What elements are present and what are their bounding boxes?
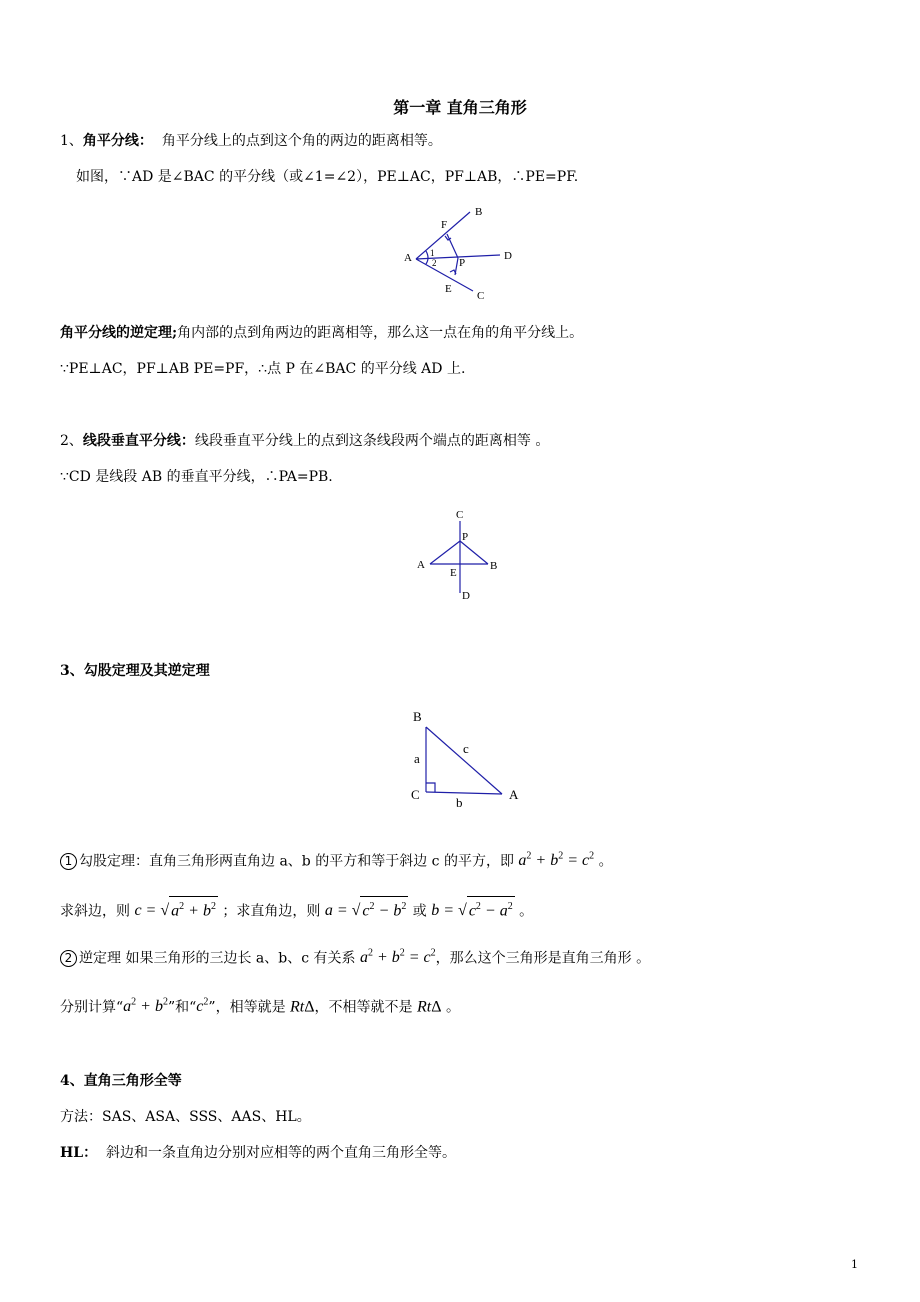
label-angle-1: 1 <box>430 248 435 258</box>
right-angle-mark <box>426 783 435 792</box>
formula-a2-b2-c2: $a^2 + b^2 = c^2$ <box>518 851 595 870</box>
formula-sum-squares: $a^2 + b^2$ <box>123 997 168 1016</box>
label-e: E <box>450 567 457 579</box>
label-f: F <box>441 219 448 231</box>
section-2-number: 2、 <box>60 433 83 449</box>
item-2-marker: 2 <box>60 950 77 967</box>
label-d: D <box>504 250 512 262</box>
compute-line <box>60 993 460 1017</box>
label-a: A <box>404 252 412 264</box>
converse-theorem-line <box>60 944 650 968</box>
formula-leg-a: a = √ $c^2 - b^2$ <box>325 902 408 919</box>
label-b: B <box>490 560 498 572</box>
label-side-b: b <box>456 795 463 810</box>
segment-pa <box>430 541 460 564</box>
symbol-rt-triangle-2: RtΔ <box>417 998 442 1016</box>
converse-line <box>60 323 583 343</box>
label-angle-2: 2 <box>432 258 437 268</box>
section-3-heading: 3、勾股定理及其逆定理 <box>60 663 210 679</box>
converse-text: 角内部的点到角两边的距离相等，那么这一点在角的角平分线上。 <box>177 325 584 341</box>
item-2-end: ，那么这个三角形是直角三角形 。 <box>435 950 651 967</box>
section-2-theorem: 线段垂直平分线上的点到这条线段两个端点的距离相等 。 <box>194 433 550 449</box>
right-angle-mark-e <box>450 270 456 274</box>
label-p: P <box>462 531 469 543</box>
segment-pf <box>447 234 458 258</box>
label-side-a: a <box>414 751 420 766</box>
formula-leg-b: b = √ $c^2 - a^2$ <box>431 902 514 919</box>
line-4-part-e: 。 <box>445 999 460 1016</box>
section-1-heading: 角平分线： <box>82 133 153 149</box>
hl-text: 斜边和一条直角边分别对应相等的两个直角三角形全等。 <box>105 1145 456 1161</box>
symbol-rt-triangle: RtΔ <box>290 998 315 1016</box>
label-c-vertex: C <box>411 787 420 802</box>
angle-arc <box>426 251 428 264</box>
label-c: C <box>477 290 485 302</box>
label-a-vertex: A <box>509 787 519 802</box>
converse-heading: 角平分线的逆定理; <box>60 325 178 341</box>
right-triangle-figure <box>405 705 525 810</box>
section-1-number: 1、 <box>60 133 83 149</box>
line-2-part-d: 。 <box>519 903 534 920</box>
line-4-part-b: ”和“ <box>167 999 197 1016</box>
item-1-text: 勾股定理：直角三角形两直角边 a、b 的平方和等于斜边 c 的平方，即 <box>79 853 514 870</box>
section-4-methods: 方法：SAS、ASA、SSS、AAS、HL。 <box>60 1109 311 1125</box>
label-b-vertex: B <box>413 709 422 724</box>
formula-c-squared: $c^2$ <box>196 997 209 1016</box>
section-1-line <box>60 131 442 151</box>
item-1-marker: 1 <box>60 853 77 870</box>
label-e: E <box>445 283 452 295</box>
line-2-part-c: 或 <box>412 903 427 920</box>
section-2-example: ∵CD 是线段 AB 的垂直平分线，∴PA=PB. <box>60 469 333 485</box>
page-number: 1 <box>851 1258 858 1271</box>
line-2-part-a: 求斜边，则 <box>60 903 130 920</box>
formula-converse: $a^2 + b^2 = c^2$ <box>359 948 436 967</box>
segment-pb <box>460 541 488 564</box>
section-4-hl-line <box>60 1143 456 1163</box>
label-p: P <box>459 257 466 269</box>
line-4-part-a: 分别计算“ <box>60 999 124 1016</box>
label-a: A <box>417 559 425 571</box>
perpendicular-bisector-figure <box>410 503 510 603</box>
label-side-c: c <box>463 741 469 756</box>
line-2-part-b: ；求直角边，则 <box>222 903 321 920</box>
angle-bisector-figure <box>395 200 525 305</box>
side-b <box>426 792 502 794</box>
page-title: 第一章 直角三角形 <box>393 98 527 117</box>
side-c <box>426 727 502 794</box>
solve-sides-line <box>60 896 533 921</box>
section-2-heading: 线段垂直平分线： <box>82 433 195 449</box>
section-4-heading: 4、直角三角形全等 <box>60 1073 182 1089</box>
label-b: B <box>475 206 483 218</box>
label-c: C <box>456 509 464 521</box>
formula-hypotenuse: c = √ $a^2 + b^2$ <box>134 902 217 919</box>
section-1-example: 如图，∵AD 是∠BAC 的平分线（或∠1=∠2），PE⊥AC，PF⊥AB，∴PE=PF. <box>76 169 579 185</box>
pythagorean-theorem-line <box>60 847 613 871</box>
hl-label: HL： <box>60 1145 98 1161</box>
item-1-end: 。 <box>598 853 613 870</box>
converse-example: ∵PE⊥AC，PF⊥AB PE=PF，∴点 P 在∠BAC 的平分线 AD 上. <box>60 361 466 377</box>
line-4-part-d: ，不相等就不是 <box>314 999 413 1016</box>
line-4-part-c: ”，相等就是 <box>208 999 286 1016</box>
label-d: D <box>462 590 470 602</box>
section-1-theorem: 角平分线上的点到这个角的两边的距离相等。 <box>161 133 442 149</box>
item-2-text: 逆定理 如果三角形的三边长 a、b、c 有关系 <box>79 950 356 967</box>
section-2-line <box>60 431 549 451</box>
